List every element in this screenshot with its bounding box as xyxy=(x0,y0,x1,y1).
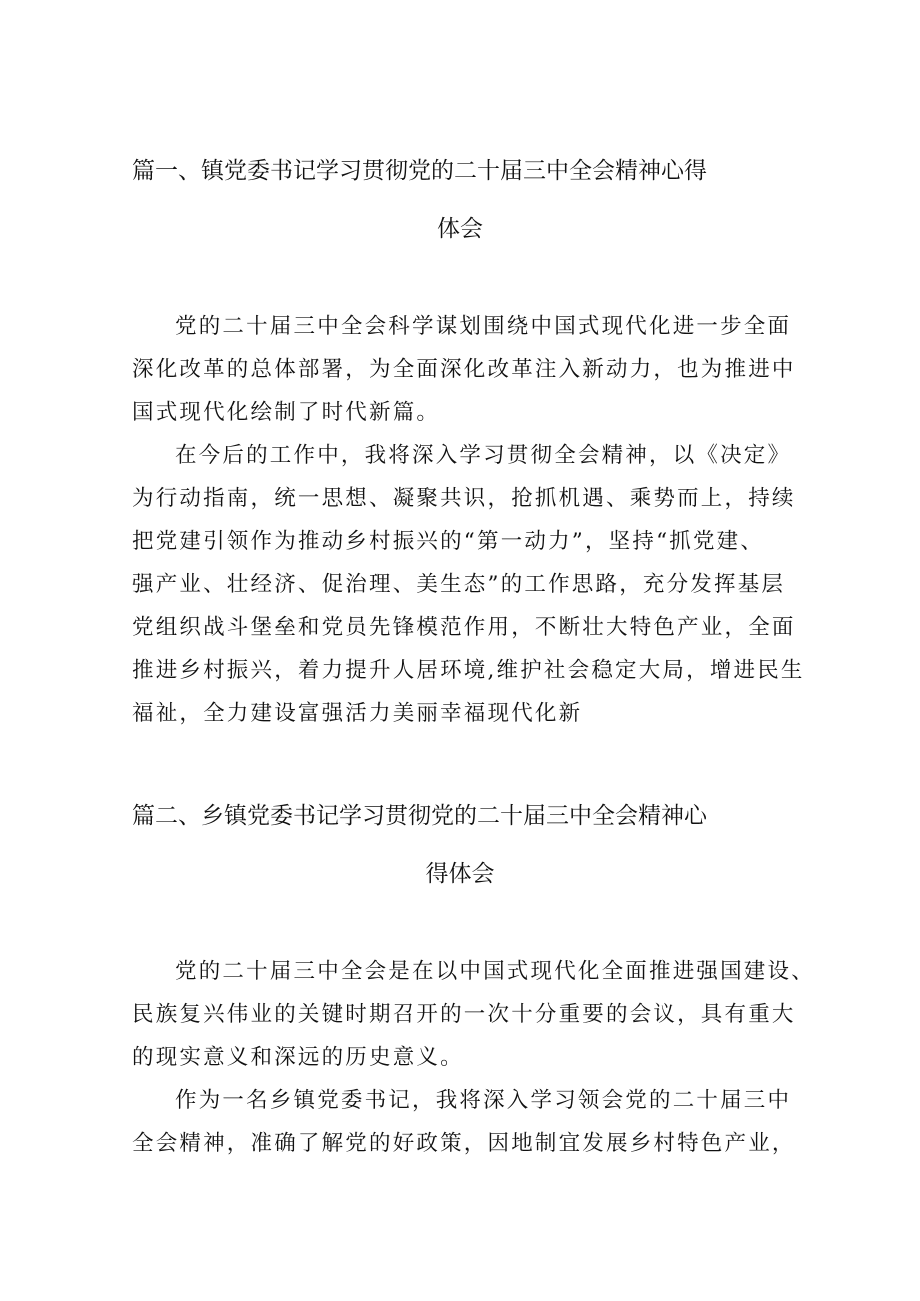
text-line: 强产业、壮经济、促治理、美生态”的工作思路，充分发挥基层 xyxy=(132,572,786,597)
section-1-title-line-1: 篇一、镇党委书记学习贯彻党的二十届三中全会精神心得 xyxy=(132,158,707,184)
section-2-paragraph-2 xyxy=(132,1079,796,1165)
text-line: 党的二十届三中全会是在以中国式现代化全面推进强国建设、 xyxy=(175,959,815,984)
text-line: 的现实意义和深远的历史意义。 xyxy=(132,1045,464,1070)
text-line: 国式现代化绘制了时代新篇。 xyxy=(132,400,441,425)
text-line: 全会精神，准确了解党的好政策，因地制宜发展乡村特色产业， xyxy=(132,1131,796,1156)
section-2-title-line-1: 篇二、乡镇党委书记学习贯彻党的二十届三中全会精神心 xyxy=(132,803,707,829)
text-line: 民族复兴伟业的关键时期召开的一次十分重要的会议，具有重大 xyxy=(132,1002,796,1027)
section-1-paragraph-1 xyxy=(132,305,796,434)
section-1-title xyxy=(132,142,788,258)
section-2-paragraph-1 xyxy=(132,950,815,1079)
text-line: 深化改革的总体部署，为全面深化改革注入新动力，也为推进中 xyxy=(132,357,796,382)
text-line: 党的二十届三中全会科学谋划围绕中国式现代化进一步全面 xyxy=(175,314,792,339)
section-2-title-line-2: 得体会 xyxy=(425,861,495,887)
text-line: 推进乡村振兴，着力提升人居环境,维护社会稳定大局，增进民生 xyxy=(132,658,805,683)
text-line: 作为一名乡镇党委书记，我将深入学习领会党的二十届三中 xyxy=(175,1088,792,1113)
text-line: 为行动指南，统一思想、凝聚共识，抢抓机遇、乘势而上，持续 xyxy=(132,486,796,511)
text-line: 党组织战斗堡垒和党员先锋模范作用，不断壮大特色产业，全面 xyxy=(132,615,796,640)
section-2-title xyxy=(132,787,788,903)
section-1-paragraph-2 xyxy=(132,434,805,735)
text-line: 把党建引领作为推动乡村振兴的“第一动力”，坚持“抓党建、 xyxy=(132,529,765,554)
text-line: 福祉，全力建设富强活力美丽幸福现代化新 xyxy=(132,701,583,726)
section-1-title-line-2: 体会 xyxy=(437,216,483,242)
text-line: 在今后的工作中，我将深入学习贯彻全会精神，以《决定》 xyxy=(175,443,792,468)
